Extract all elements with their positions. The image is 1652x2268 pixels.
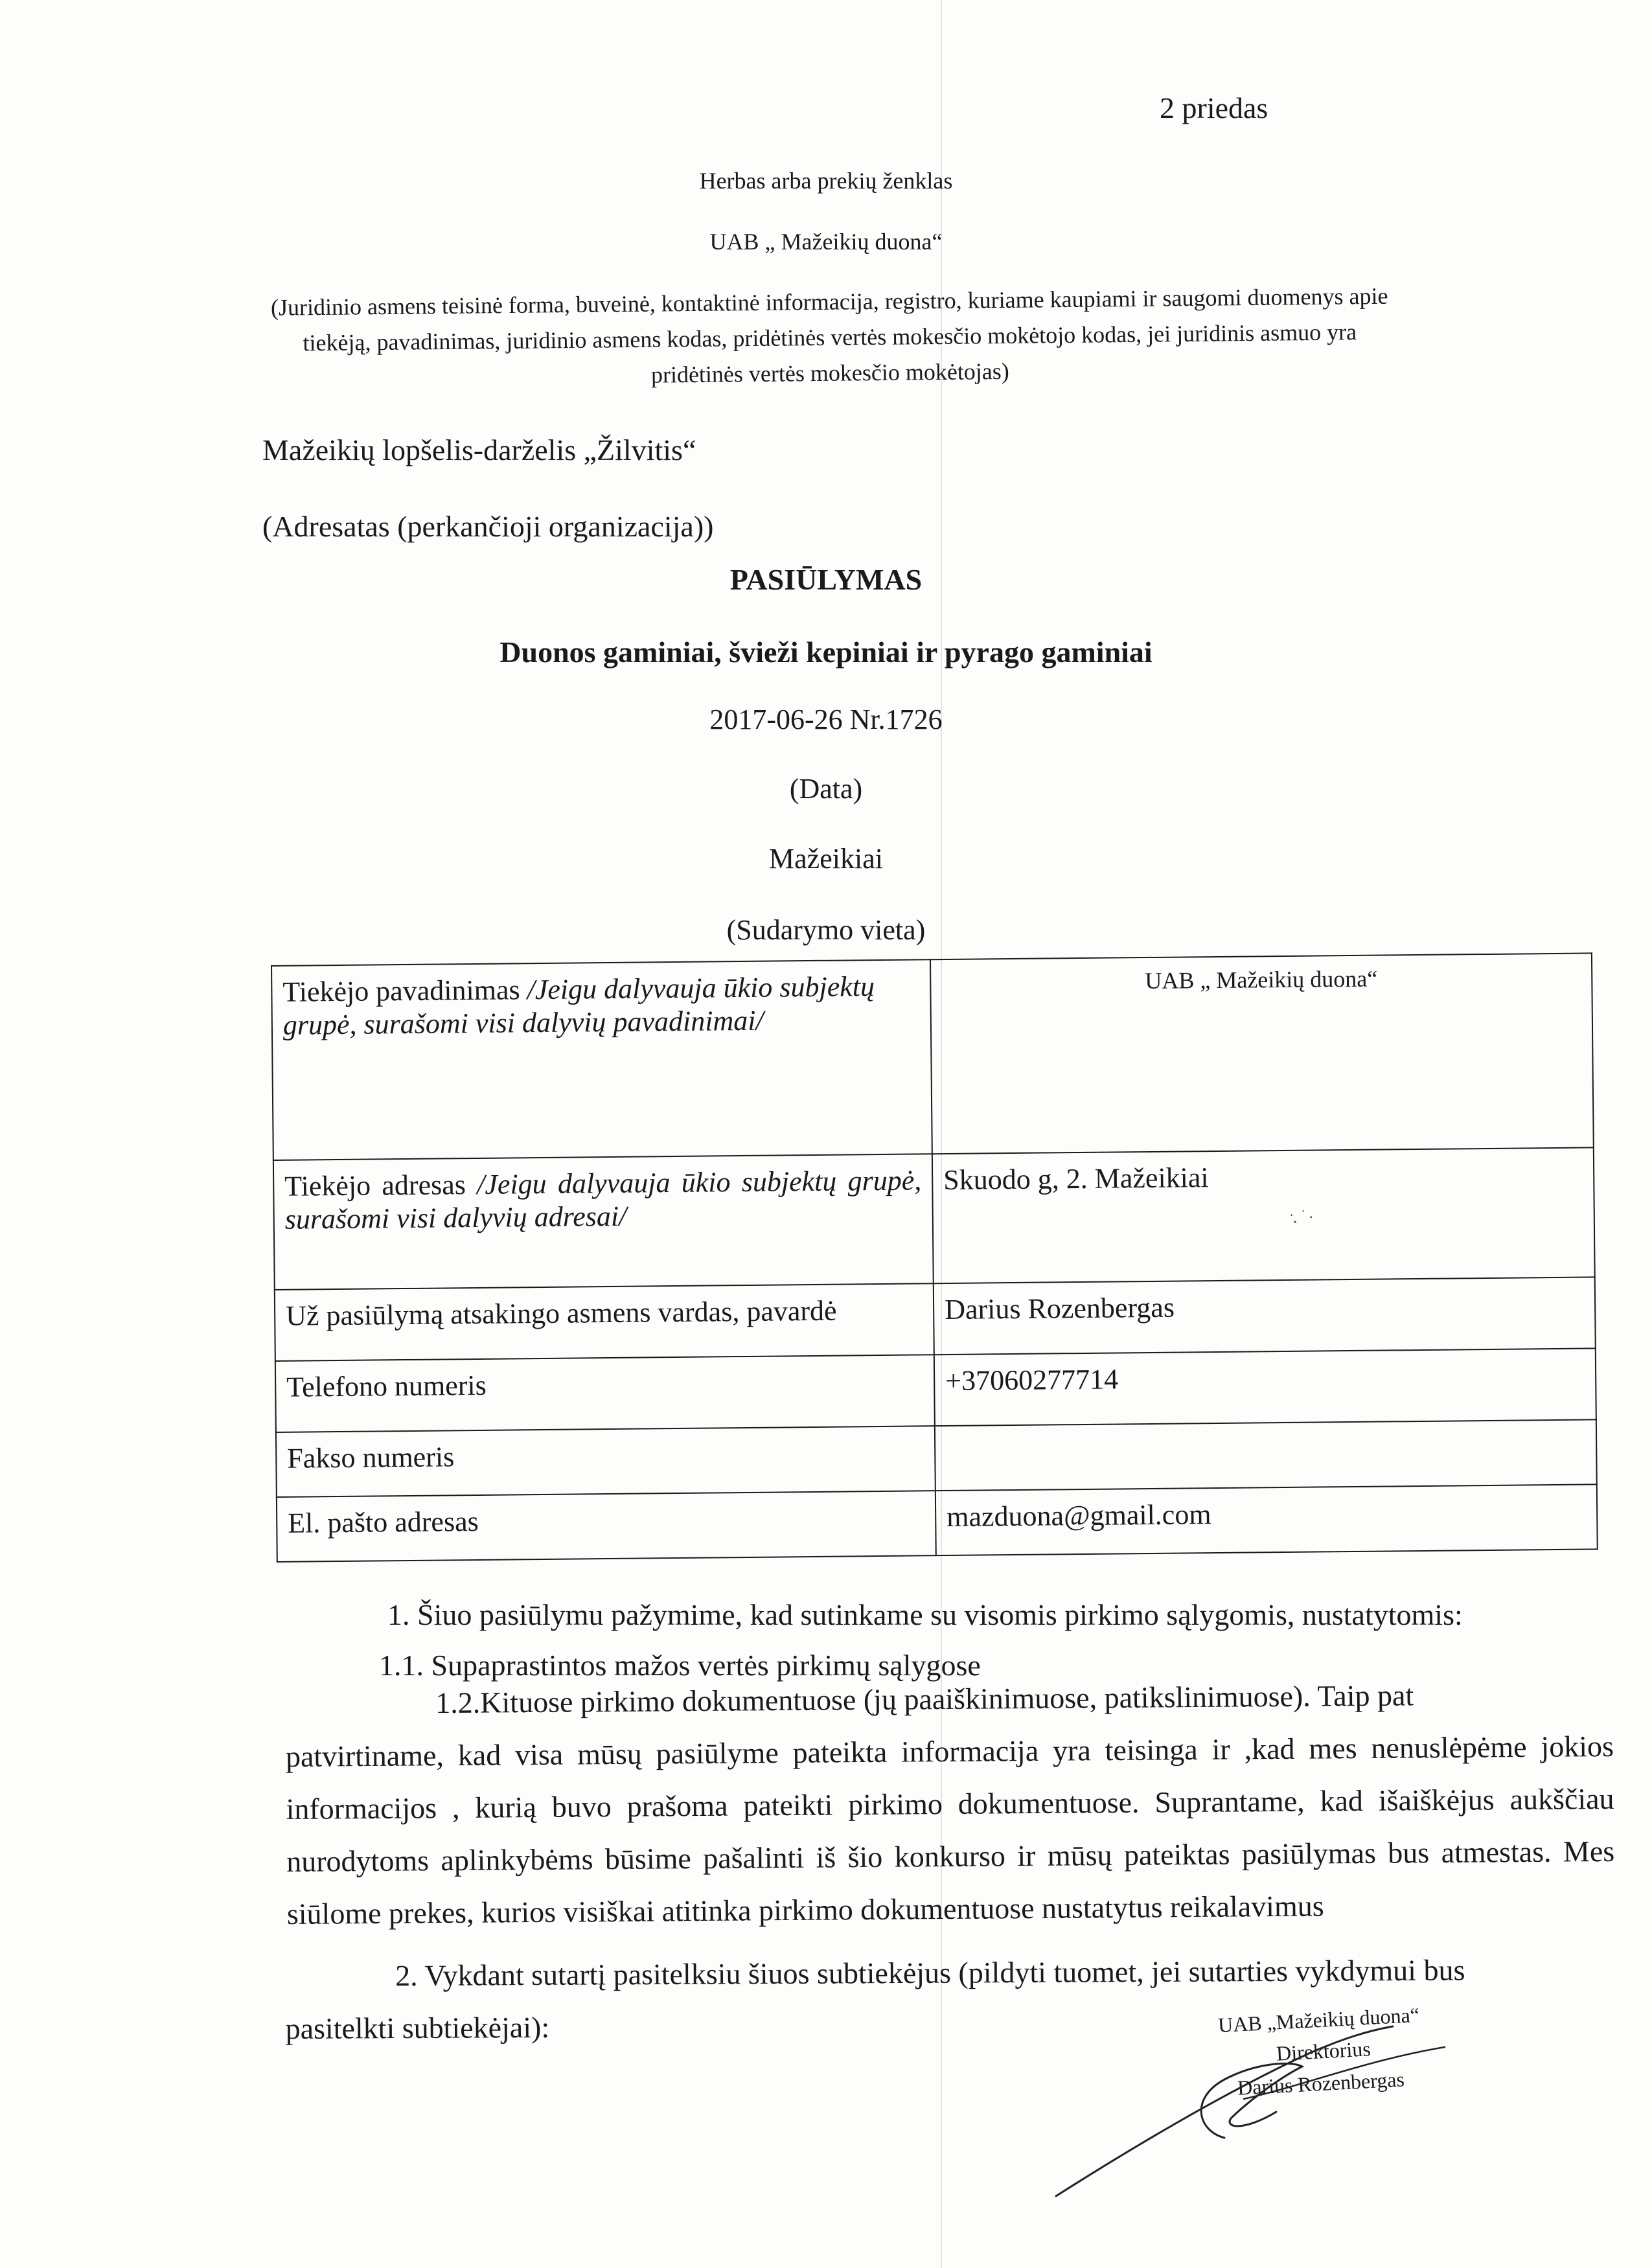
- table-row: [277, 1484, 1598, 1562]
- row-label-responsible-person: Už pasiūlymą atsakingo asmens vardas, pavardė: [275, 1283, 934, 1361]
- scan-noise-mark: ·⸼ ˙ ⸳: [1289, 1207, 1313, 1223]
- legal-entity-note: (Juridinio asmens teisinė forma, buveinė, kontaktinė informacija, registro, kuriame kaupiami ir saugomi duomenys apie tiekėją, pavadinimas, juridinio asmens kodas, pridėtinės vertės mokesčio mokėtojo kodas, jei juridinis asmuo yra pridėtinės vertės mokesčio mokėtojas): [270, 282, 1388, 388]
- clause-1-2-first-line: 1.2.Kituose pirkimo dokumentuose (jų paaiškinimuose, patikslinimuose). Taip pat: [435, 1678, 1414, 1720]
- table-row: [276, 1419, 1597, 1497]
- row-value-supplier-name: UAB „ Mažeikių duona“: [930, 953, 1594, 1154]
- row-value-supplier-address: Skuodo g, 2. Mažeikiai: [932, 1147, 1595, 1283]
- supplier-info-table: [271, 952, 1598, 1563]
- row-label-phone: Telefono numeris: [275, 1355, 935, 1432]
- row-value-email: mazduona@gmail.com: [935, 1484, 1598, 1555]
- row-value-responsible-person: Darius Rozenbergas: [934, 1277, 1596, 1355]
- addressee-caption: (Adresatas (perkančioji organizacija)): [262, 510, 714, 543]
- row-label-supplier-address: Tiekėjo adresas /Jeigu dalyvauja ūkio subjektų grupė, surašomi visi dalyvių adresai/: [273, 1154, 934, 1290]
- clause-2-body: pasitelkti subtiekėjai):: [285, 2010, 550, 2045]
- table-row: [273, 1147, 1595, 1290]
- signature-name: Darius Rozenbergas: [1237, 2067, 1405, 2100]
- signature-company: UAB „Mažeikių duona“: [1217, 2002, 1420, 2037]
- offer-subject: Duonos gaminiai, švieži kepiniai ir pyrago gaminiai: [499, 636, 1153, 669]
- emblem-line: Herbas arba prekių ženklas: [699, 168, 953, 194]
- signature-position: Direktorius: [1276, 2037, 1371, 2065]
- handwritten-signature-icon: [1030, 2002, 1484, 2209]
- clause-1-2-body: patvirtiname, kad visa mūsų pasiūlyme pateikta informacija yra teisinga ir ,kad mes nenuslėpėme jokios informacijos , kurią buvo prašoma pateikti pirkimo dokumentuose. Suprantame, kad išaiškėjus aukščiau nurodytoms aplinkybėms būsime pašalinti iš šio konkurso ir mūsų pateiktas pasiūlymas bus atmestas. Mes siūlome prekes, kurios visiškai atitinka pirkimo dokumentuose nustatytus reikalavimus: [285, 1729, 1615, 1930]
- table-row: [275, 1277, 1596, 1361]
- table-row: [275, 1348, 1596, 1432]
- row-label-email: El. pašto adresas: [277, 1491, 936, 1562]
- place-caption: (Sudarymo vieta): [726, 914, 926, 946]
- row-value-fax: [935, 1419, 1597, 1491]
- table-row: [271, 953, 1594, 1160]
- offer-title: PASIŪLYMAS: [729, 563, 923, 596]
- annex-number: 2 priedas: [1160, 91, 1268, 124]
- offer-place: Mažeikiai: [769, 843, 883, 875]
- clause-1-1: 1.1. Supaprastintos mažos vertės pirkimų sąlygose: [379, 1649, 981, 1682]
- supplier-name-header: UAB „ Mažeikių duona“: [709, 229, 943, 255]
- date-caption: (Data): [789, 773, 863, 805]
- row-label-supplier-name: Tiekėjo pavadinimas /Jeigu dalyvauja ūkio subjektų grupė, surašomi visi dalyvių pavadinimai/: [271, 959, 932, 1160]
- clause-1-2: [285, 1667, 1615, 1940]
- row-label-fax: Fakso numeris: [276, 1426, 935, 1497]
- offer-date-number: 2017-06-26 Nr.1726: [709, 704, 943, 735]
- clause-2-first-line: 2. Vykdant sutartį pasitelksiu šiuos subtiekėjus (pildyti tuomet, jei sutarties vykdymui bus: [395, 1953, 1465, 1993]
- addressee-name: Mažeikių lopšelis-darželis „Žilvitis“: [262, 433, 696, 466]
- clause-1: 1. Šiuo pasiūlymu pažymime, kad sutinkame su visomis pirkimo sąlygomis, nustatytomis:: [387, 1598, 1463, 1631]
- row-value-phone: +37060277714: [934, 1348, 1596, 1426]
